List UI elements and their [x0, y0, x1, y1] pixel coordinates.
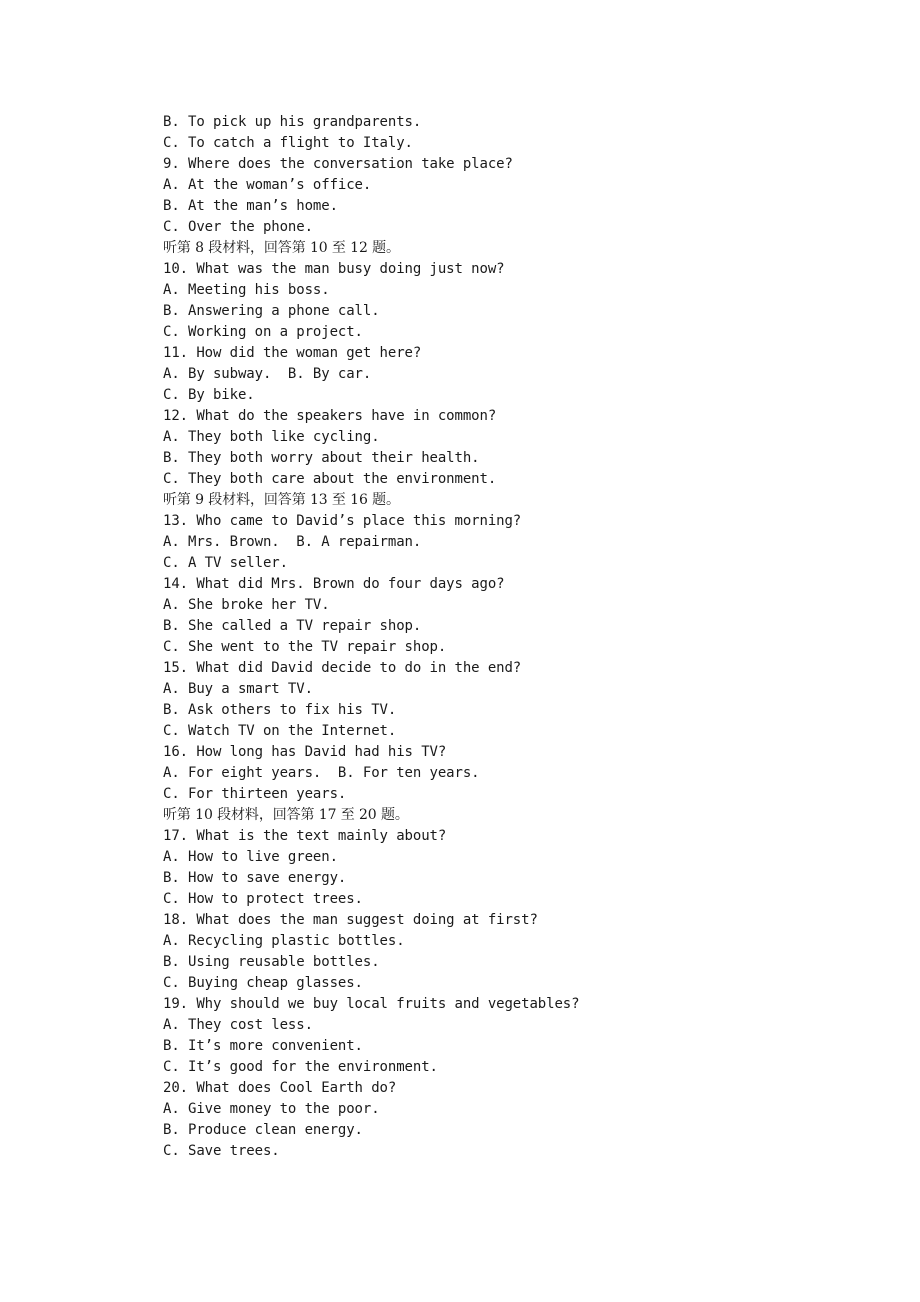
answer-option: A. They cost less. [163, 1017, 313, 1033]
answer-option: A. How to live green. [163, 849, 338, 865]
question-text: 16. How long has David had his TV? [163, 744, 447, 760]
answer-option: C. Save trees. [163, 1143, 280, 1159]
question-text: 9. Where does the conversation take place? [163, 156, 513, 172]
question-text: 13. Who came to David’s place this morning? [163, 513, 522, 529]
document-page [163, 112, 863, 1162]
section-heading: 听第 10 段材料，回答第 17 至 20 题。 [163, 807, 409, 823]
answer-option: A. At the woman’s office. [163, 177, 372, 193]
answer-option: C. They both care about the environment. [163, 471, 497, 487]
answer-option: C. She went to the TV repair shop. [163, 639, 447, 655]
question-text: 18. What does the man suggest doing at first? [163, 912, 538, 928]
answer-option: A. Recycling plastic bottles. [163, 933, 405, 949]
answer-option: C. For thirteen years. [163, 786, 347, 802]
answer-option: B. Ask others to fix his TV. [163, 702, 397, 718]
answer-option: A. For eight years. B. For ten years. [163, 765, 480, 781]
answer-option: A. Mrs. Brown. B. A repairman. [163, 534, 422, 550]
answer-option: A. By subway. B. By car. [163, 366, 372, 382]
answer-option: A. Buy a smart TV. [163, 681, 313, 697]
answer-option: B. They both worry about their health. [163, 450, 480, 466]
answer-option: C. To catch a flight to Italy. [163, 135, 413, 151]
answer-option: B. To pick up his grandparents. [163, 114, 422, 130]
answer-option: B. At the man’s home. [163, 198, 338, 214]
answer-option: B. It’s more convenient. [163, 1038, 363, 1054]
answer-option: A. Give money to the poor. [163, 1101, 380, 1117]
answer-option: B. How to save energy. [163, 870, 347, 886]
answer-option: B. Produce clean energy. [163, 1122, 363, 1138]
answer-option: C. A TV seller. [163, 555, 288, 571]
answer-option: C. Working on a project. [163, 324, 363, 340]
question-text: 15. What did David decide to do in the end? [163, 660, 522, 676]
answer-option: A. They both like cycling. [163, 429, 380, 445]
section-heading: 听第 8 段材料，回答第 10 至 12 题。 [163, 240, 400, 256]
answer-option: A. Meeting his boss. [163, 282, 330, 298]
answer-option: C. By bike. [163, 387, 255, 403]
answer-option: C. Over the phone. [163, 219, 313, 235]
question-text: 11. How did the woman get here? [163, 345, 422, 361]
question-text: 19. Why should we buy local fruits and vegetables? [163, 996, 580, 1012]
question-text: 12. What do the speakers have in common? [163, 408, 497, 424]
answer-option: C. Watch TV on the Internet. [163, 723, 397, 739]
answer-option: B. Using reusable bottles. [163, 954, 380, 970]
question-text: 14. What did Mrs. Brown do four days ago? [163, 576, 505, 592]
answer-option: A. She broke her TV. [163, 597, 330, 613]
question-text: 20. What does Cool Earth do? [163, 1080, 397, 1096]
answer-option: C. Buying cheap glasses. [163, 975, 363, 991]
answer-option: B. She called a TV repair shop. [163, 618, 422, 634]
question-text: 10. What was the man busy doing just now? [163, 261, 505, 277]
section-heading: 听第 9 段材料，回答第 13 至 16 题。 [163, 492, 400, 508]
answer-option: B. Answering a phone call. [163, 303, 380, 319]
question-text: 17. What is the text mainly about? [163, 828, 447, 844]
answer-option: C. It’s good for the environment. [163, 1059, 438, 1075]
answer-option: C. How to protect trees. [163, 891, 363, 907]
